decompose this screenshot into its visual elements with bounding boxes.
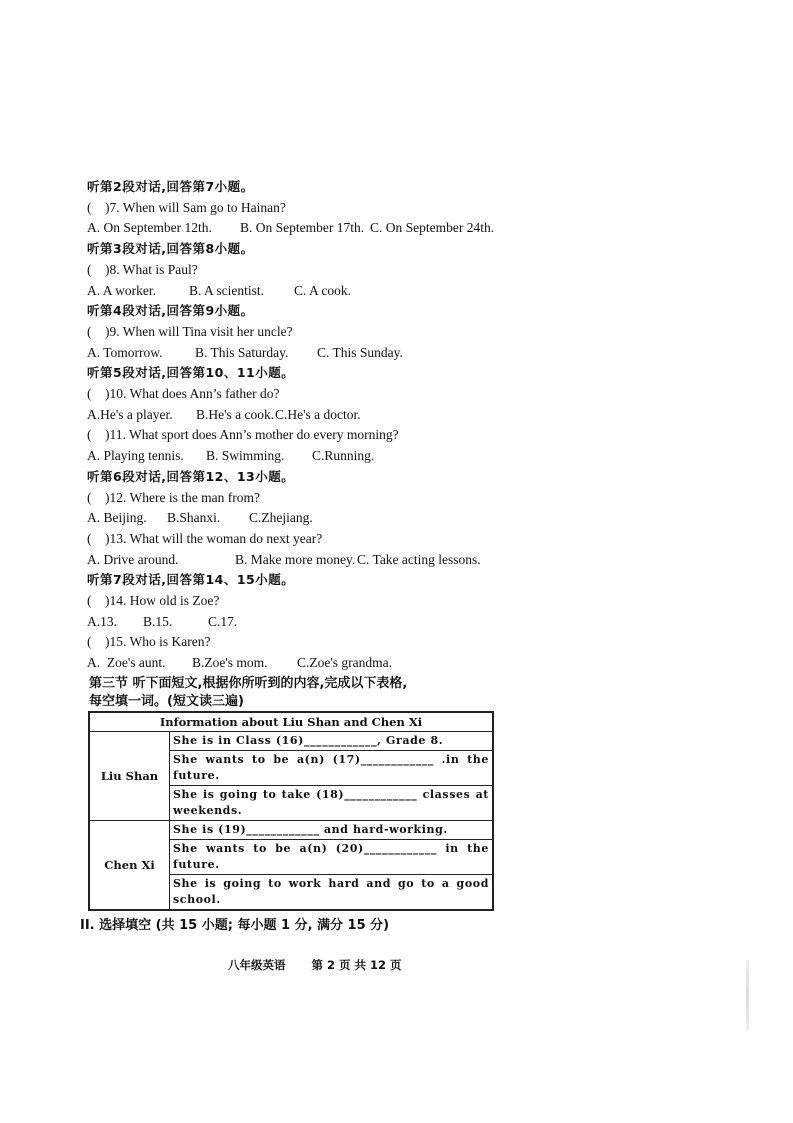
- question-stem: ( )8. What is Paul?: [87, 262, 198, 277]
- option-a: A. Beijing.: [87, 510, 147, 525]
- option-b: B. Swimming.: [206, 448, 285, 463]
- option-b: B.He's a cook.: [196, 407, 275, 422]
- option-b: B.Shanxi.: [167, 510, 221, 525]
- section3-instruction-line1: 第三节 听下面短文,根据你所听到的内容,完成以下表格,: [89, 676, 408, 691]
- table-cell-last: She is going to work hard and go to a good school.: [170, 875, 494, 911]
- option-c: C.Zoe's grandma.: [297, 655, 393, 670]
- footer-subject: 八年级英语: [228, 958, 286, 972]
- option-a: A. A worker.: [87, 283, 156, 298]
- option-c: C.Zhejiang.: [249, 510, 313, 525]
- page-footer: [228, 957, 424, 973]
- question-stem: ( )10. What does Ann’s father do?: [87, 386, 280, 401]
- table-cell-18: She is going to take (18)____________ classes at weekends.: [170, 786, 494, 821]
- question-stem: ( )14. How old is Zoe?: [87, 593, 220, 608]
- dialogue-instruction: 听第6段对话,回答第12、13小题。: [87, 469, 295, 484]
- option-b: B.15.: [143, 614, 173, 629]
- option-c: C. Take acting lessons.: [357, 552, 481, 567]
- option-b: B.Zoe's mom.: [192, 655, 268, 670]
- table-row: [89, 732, 493, 751]
- dialogue-instruction: 听第7段对话,回答第14、15小题。: [87, 572, 295, 587]
- dialogue-instruction: 听第2段对话,回答第7小题。: [87, 179, 254, 194]
- question-stem: ( )9. When will Tina visit her uncle?: [87, 324, 293, 339]
- option-a: A. Playing tennis.: [87, 448, 184, 463]
- table-row: [89, 821, 493, 840]
- table-title: Information about Liu Shan and Chen Xi: [89, 712, 493, 732]
- row-header-liu-shan: Liu Shan: [89, 732, 170, 821]
- dialogue-instruction: 听第5段对话,回答第10、11小题。: [87, 365, 295, 380]
- option-b: B. This Saturday.: [195, 345, 289, 360]
- question-stem: ( )15. Who is Karen?: [87, 634, 211, 649]
- option-a: A. Tomorrow.: [87, 345, 163, 360]
- option-b: B. On September 17th.: [240, 220, 365, 235]
- option-c: C.He's a doctor.: [275, 407, 361, 422]
- question-stem: ( )12. Where is the man from?: [87, 490, 260, 505]
- question-stem: ( )7. When will Sam go to Hainan?: [87, 200, 286, 215]
- section2-heading: II. 选择填空 (共 15 小题; 每小题 1 分, 满分 15 分): [80, 918, 390, 933]
- question-stem: ( )13. What will the woman do next year?: [87, 531, 323, 546]
- option-c: C.Running.: [312, 448, 375, 463]
- footer-page-number: 第 2 页 共 12 页: [311, 958, 402, 972]
- question-stem: ( )11. What sport does Ann’s mother do every morning?: [87, 427, 399, 442]
- dialogue-instruction: 听第4段对话,回答第9小题。: [87, 303, 254, 318]
- option-a: A. Zoe's aunt.: [87, 655, 166, 670]
- option-a: A. On September 12th.: [87, 220, 212, 235]
- option-c: C. On September 24th.: [370, 220, 495, 235]
- row-header-chen-xi: Chen Xi: [89, 821, 170, 911]
- info-table: [88, 711, 494, 911]
- table-cell-16: She is in Class (16)____________, Grade 8.: [170, 732, 494, 751]
- option-a: A.He's a player.: [87, 407, 173, 422]
- table-cell-17: She wants to be a(n) (17)____________ .in the future.: [170, 751, 494, 786]
- option-b: B. A scientist.: [189, 283, 265, 298]
- scan-edge-mark: [746, 960, 749, 1030]
- dialogue-instruction: 听第3段对话,回答第8小题。: [87, 241, 254, 256]
- section3-instruction-line2: 每空填一词。(短文读三遍): [89, 694, 244, 709]
- table-cell-19: She is (19)____________ and hard-working.: [170, 821, 494, 840]
- option-a: A. Drive around.: [87, 552, 179, 567]
- table-cell-20: She wants to be a(n) (20)____________ in the future.: [170, 840, 494, 875]
- option-c: C.17.: [208, 614, 238, 629]
- option-c: C. This Sunday.: [317, 345, 403, 360]
- option-a: A.13.: [87, 614, 117, 629]
- option-c: C. A cook.: [294, 283, 352, 298]
- option-b: B. Make more money.: [235, 552, 356, 567]
